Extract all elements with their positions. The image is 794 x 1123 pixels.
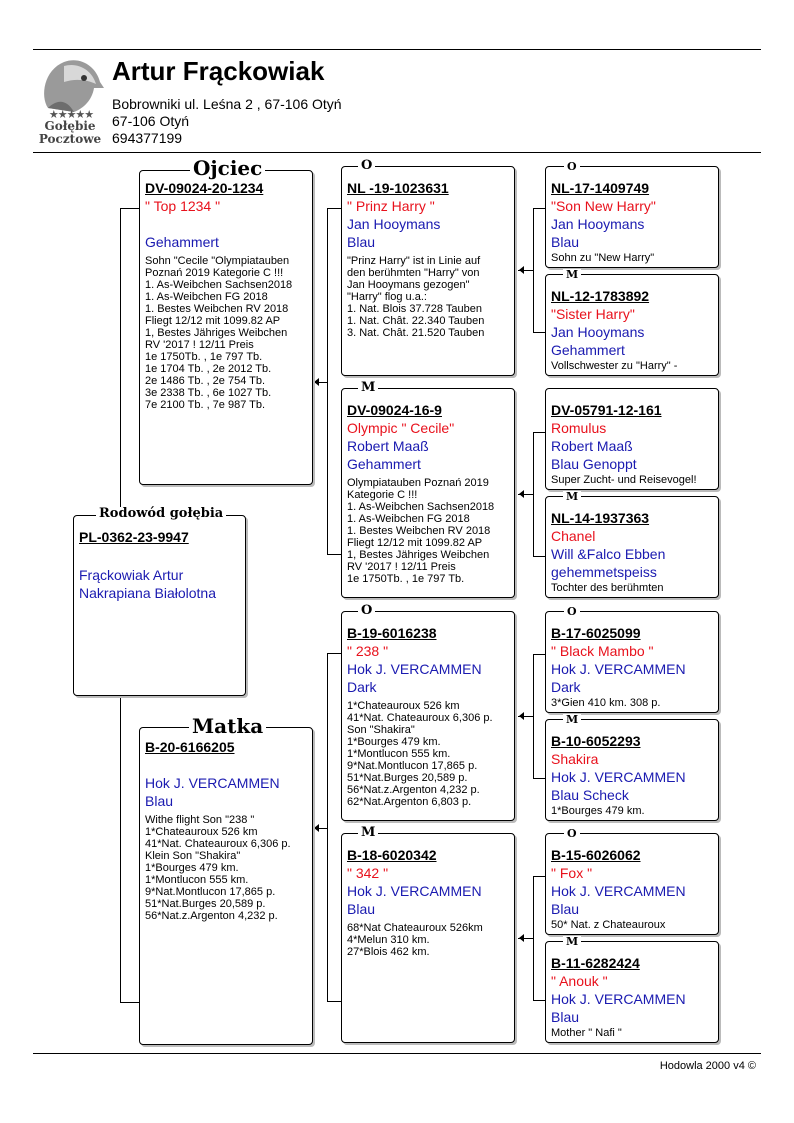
fmf-ring: DV-05791-12-161 <box>551 402 662 418</box>
fff-ring: NL-17-1409749 <box>551 180 650 196</box>
mother-color: Blau <box>145 793 174 809</box>
connector <box>120 208 121 516</box>
fm-description: Olympiatauben Poznań 2019 Kategorie C !!! 1. As-Weibchen Sachsen2018 1. As-Weibchen FG 2018 1. Bestes Weibchen RV 2018 Fliegt 12/12 mit 1099.82 AP 1, Bestes Jähriges Weibchen RV '2017 ! 12/11 Preis 1e 1750Tb. , 1e 797 Tb. <box>347 477 495 585</box>
fmm-breeder: Will &Falco Ebben <box>551 546 666 562</box>
mfm-description: 1*Bourges 479 km. <box>551 805 645 817</box>
connector <box>533 778 545 779</box>
fmf-card <box>545 388 719 490</box>
mmm-breeder: Hok J. VERCAMMEN <box>551 991 686 1007</box>
mfm-color: Blau Scheck <box>551 787 629 803</box>
connector-arrow <box>519 266 524 274</box>
logo-text <box>34 120 106 146</box>
owner-postal: 67-106 Otyń <box>112 113 190 129</box>
ffm-description: Vollschwester zu "Harry" - <box>551 360 678 372</box>
owner-name: Artur Frąckowiak <box>112 56 325 86</box>
mmm-label: M <box>563 936 581 947</box>
mother-ring: B-20-6166205 <box>145 739 235 755</box>
mfm-card <box>545 719 719 821</box>
ffm-ring: NL-12-1783892 <box>551 288 650 304</box>
connector <box>533 654 545 655</box>
mfm-name: Shakira <box>551 751 599 767</box>
subject-breeder: Frąckowiak Artur <box>79 567 184 583</box>
fmm-description: Tochter des berühmten <box>551 582 664 594</box>
father-breeder <box>145 215 308 233</box>
mm-name: " 342 " <box>347 865 389 881</box>
mmf-breeder: Hok J. VERCAMMEN <box>551 883 686 899</box>
fmm-ring: NL-14-1937363 <box>551 510 650 526</box>
father-color: Gehammert <box>145 234 219 250</box>
connector <box>327 208 341 209</box>
logo-text-line-2: Pocztowe <box>38 132 102 146</box>
ff-breeder: Jan Hooymans <box>347 216 441 232</box>
ffm-name: "Sister Harry" <box>551 306 635 322</box>
mm-label: M <box>358 826 378 839</box>
mmf-name: " Fox " <box>551 865 593 881</box>
ff-ring: NL -19-1023631 <box>347 180 449 196</box>
fff-name: "Son New Harry" <box>551 198 656 214</box>
mmf-description: 50* Nat. z Chateauroux <box>551 919 666 931</box>
fm-name: Olympic " Cecile" <box>347 420 455 436</box>
footer-credit: Hodowla 2000 v4 © <box>659 1060 756 1072</box>
fmf-name: Romulus <box>551 420 607 436</box>
mff-color: Dark <box>551 679 581 695</box>
top-rule <box>33 49 761 50</box>
mm-card <box>341 833 515 1043</box>
subject-ring: PL-0362-23-9947 <box>79 529 189 545</box>
fmf-breeder: Robert Maaß <box>551 438 633 454</box>
fff-label: O <box>564 161 580 172</box>
fff-breeder: Jan Hooymans <box>551 216 645 232</box>
ff-color: Blau <box>347 234 376 250</box>
connector-arrow <box>519 490 524 498</box>
fm-card <box>341 388 515 598</box>
mfm-breeder: Hok J. VERCAMMEN <box>551 769 686 785</box>
connector <box>533 1000 545 1001</box>
fff-description: Sohn zu "New Harry" <box>551 252 655 264</box>
mmm-description: Mother " Nafi " <box>551 1027 622 1039</box>
mff-card <box>545 611 719 713</box>
fm-ring: DV-09024-16-9 <box>347 402 442 418</box>
mother-label: Matka <box>189 716 266 736</box>
fm-label: M <box>358 381 378 394</box>
ff-card <box>341 166 515 376</box>
connector <box>120 1002 139 1003</box>
mmf-card <box>545 833 719 935</box>
fff-color: Blau <box>551 234 580 250</box>
fm-color: Gehammert <box>347 456 421 472</box>
mf-ring: B-19-6016238 <box>347 625 437 641</box>
mmm-ring: B-11-6282424 <box>551 955 640 971</box>
ffm-card <box>545 274 719 376</box>
logo-stars: ★★★★★ <box>48 109 94 121</box>
mm-color: Blau <box>347 901 376 917</box>
mf-card <box>341 611 515 821</box>
mm-ring: B-18-6020342 <box>347 847 437 863</box>
ffm-breeder: Jan Hooymans <box>551 324 645 340</box>
father-description: Sohn "Cecile "Olympiatauben Poznań 2019 Kategorie C !!! 1. As-Weibchen Sachsen2018 1. As-Weibchen FG 2018 1. Bestes Weibchen RV 2018 Fliegt 12/12 mit 1099.82 AP 1, Bestes Jähriges Weibchen RV '2017 ! 12/11 Preis 1e 1750Tb. , 1e 797 Tb. 1e 1704 Tb. , 2e 2012 Tb. 2e 1486 Tb. , 2e 754 Tb. 3e 2338 Tb. , 6e 1027 Tb. 7e 2100 Tb. , 7e 987 Tb. <box>145 255 293 411</box>
footer-rule <box>33 1053 761 1054</box>
mfm-label: M <box>563 714 581 725</box>
logo <box>34 56 106 146</box>
father-card <box>139 170 313 485</box>
fmm-label: M <box>563 491 581 502</box>
connector <box>120 208 139 209</box>
fff-card <box>545 166 719 268</box>
mother-breeder: Hok J. VERCAMMEN <box>145 775 280 791</box>
mff-breeder: Hok J. VERCAMMEN <box>551 661 686 677</box>
fm-breeder: Robert Maaß <box>347 438 429 454</box>
mf-breeder: Hok J. VERCAMMEN <box>347 661 482 677</box>
connector <box>533 556 545 557</box>
connector <box>533 876 545 877</box>
subject-card <box>73 515 246 696</box>
ff-label: O <box>358 159 375 172</box>
connector <box>327 653 341 654</box>
connector-arrow <box>314 378 319 386</box>
ff-description: "Prinz Harry" ist in Linie auf den berühmten "Harry" von Jan Hooymans gezogen" "Harry" flog u.a.: 1. Nat. Blois 37.728 Tauben 1. Nat. Chât. 22.340 Tauben 3. Nat. Chât. 21.520 Tauben <box>347 255 485 339</box>
mmf-ring: B-15-6026062 <box>551 847 641 863</box>
father-ring: DV-09024-20-1234 <box>145 180 264 196</box>
mm-breeder: Hok J. VERCAMMEN <box>347 883 482 899</box>
ffm-color: Gehammert <box>551 342 625 358</box>
ff-name: " Prinz Harry " <box>347 198 435 214</box>
connector <box>533 432 534 556</box>
mother-card <box>139 727 313 1045</box>
mf-name: " 238 " <box>347 643 389 659</box>
mm-description: 68*Nat Chateauroux 526km 4*Melun 310 km. 27*Blois 462 km. <box>347 922 483 958</box>
connector <box>533 332 545 333</box>
fmm-card <box>545 496 719 598</box>
owner-phone: 694377199 <box>112 130 183 146</box>
ffm-label: M <box>563 269 581 280</box>
owner-address: Bobrowniki ul. Leśna 2 , 67-106 Otyń <box>112 96 342 112</box>
mff-name: " Black Mambo " <box>551 643 654 659</box>
subject-color: Nakrapiana Białolotna <box>79 585 216 601</box>
mmf-label: O <box>564 828 580 839</box>
mother-description: Withe flight Son "238 " 1*Chateauroux 526 km 41*Nat. Chateauroux 6,306 p. Klein Son "Shakira" 1*Bourges 479 km. 1*Montlucon 555 km. 9*Nat.Montlucon 17,865 p. 51*Nat.Burges 20,589 p. 56*Nat.z.Argenton 4,232 p. <box>145 814 291 922</box>
connector <box>327 653 328 1001</box>
mf-color: Dark <box>347 679 377 695</box>
mmm-name: " Anouk " <box>551 973 608 989</box>
father-name: " Top 1234 " <box>145 198 221 214</box>
mf-description: 1*Chateauroux 526 km 41*Nat. Chateauroux 6,306 p. Son "Shakira" 1*Bourges 479 km. 1*Montlucon 555 km. 9*Nat.Montlucon 17,865 p. 51*Nat.Burges 20,589 p. 56*Nat.z.Argenton 4,232 p. 62*Nat.Argenton 6,803 p. <box>347 700 493 808</box>
connector <box>533 654 534 778</box>
header-rule <box>33 152 761 153</box>
mfm-ring: B-10-6052293 <box>551 733 641 749</box>
connector <box>327 208 328 554</box>
fmm-color: gehemmetspeiss <box>551 564 657 580</box>
connector <box>533 876 534 1000</box>
connector-arrow <box>519 712 524 720</box>
connector <box>327 554 341 555</box>
connector <box>120 696 121 1002</box>
mff-description: 3*Gien 410 km. 308 p. <box>551 697 661 709</box>
connector <box>533 208 534 332</box>
logo-text-line-1: Gołębie <box>44 119 96 133</box>
mf-label: O <box>358 604 375 617</box>
mmm-card <box>545 941 719 1043</box>
connector-arrow <box>314 824 319 832</box>
connector <box>327 1001 341 1002</box>
mff-label: O <box>564 606 580 617</box>
pedigree-label: Rodowód gołębia <box>96 507 226 520</box>
fmm-name: Chanel <box>551 528 596 544</box>
mmf-color: Blau <box>551 901 580 917</box>
connector-arrow <box>519 934 524 942</box>
mother-name <box>145 756 308 774</box>
fmf-color: Blau Genoppt <box>551 456 637 472</box>
fmf-description: Super Zucht- und Reisevogel! <box>551 474 697 486</box>
father-label: Ojciec <box>190 158 265 178</box>
mff-ring: B-17-6025099 <box>551 625 641 641</box>
mmm-color: Blau <box>551 1009 580 1025</box>
connector <box>533 208 545 209</box>
connector <box>533 432 545 433</box>
